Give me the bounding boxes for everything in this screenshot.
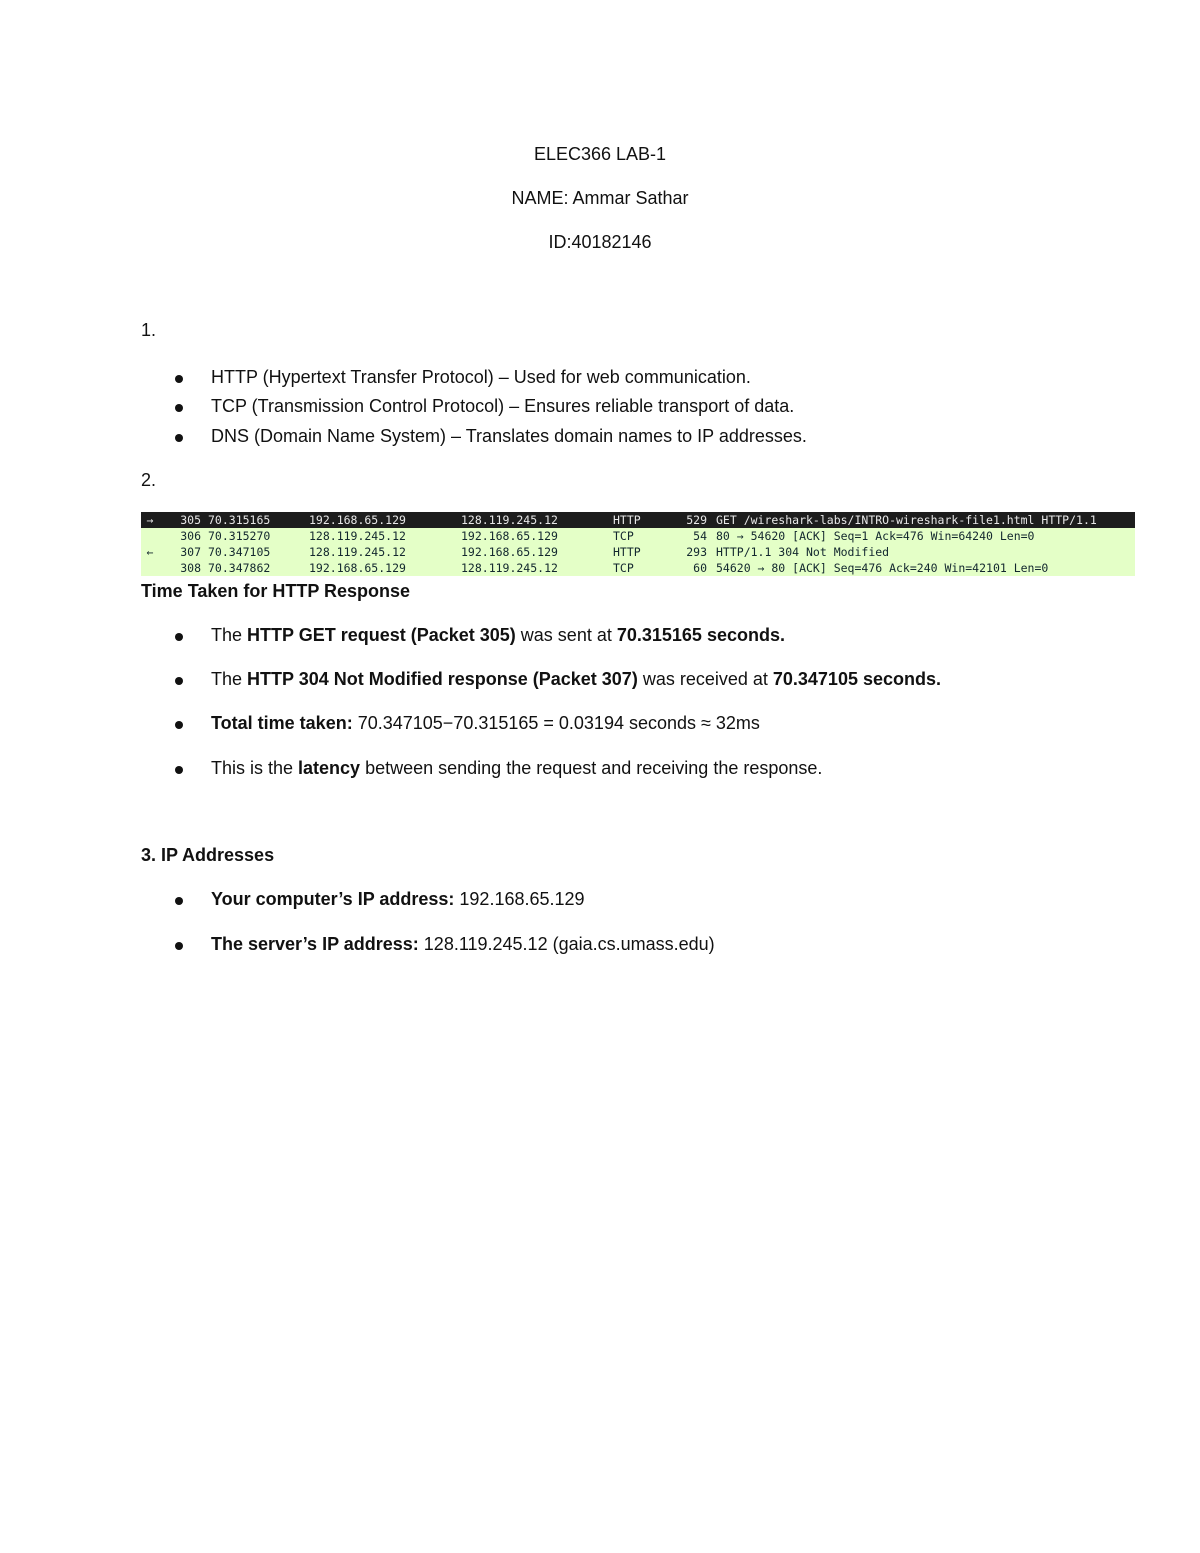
packet-time: 70.315165: [208, 513, 271, 527]
packet-info: 80 → 54620 [ACK] Seq=1 Ack=476 Win=64240 Len=0: [716, 529, 1035, 543]
bullet-icon: [175, 375, 183, 383]
packet-number: 306: [180, 529, 201, 543]
packet-protocol: HTTP: [613, 545, 641, 559]
packet-time: 70.347862: [208, 561, 271, 575]
packet-destination: 192.168.65.129: [461, 545, 558, 559]
packet-info: 54620 → 80 [ACK] Seq=476 Ack=240 Win=42101 Len=0: [716, 561, 1049, 575]
packet-length: 529: [686, 513, 707, 527]
wireshark-capture: [141, 512, 1135, 576]
packet-length: 60: [693, 561, 707, 575]
response-line: [211, 669, 941, 690]
packet-source: 128.119.245.12: [309, 545, 406, 559]
list-item: [0, 889, 1200, 913]
list-item: [0, 934, 1200, 958]
latency-line: [211, 758, 822, 779]
packet-info: GET /wireshark-labs/INTRO-wireshark-file1.html HTTP/1.1: [716, 513, 1097, 527]
get-request-label: HTTP GET request (Packet 305): [247, 625, 516, 645]
section-2-number: 2.: [141, 470, 157, 490]
ip-addresses-heading: 3. IP Addresses: [141, 845, 275, 865]
text-run: between sending the request and receiving the response.: [360, 758, 823, 778]
client-ip-value: 192.168.65.129: [454, 889, 585, 909]
text-run: The: [211, 669, 248, 689]
section-1-number: 1.: [141, 320, 157, 340]
list-item: [0, 713, 1200, 737]
list-item: [0, 367, 1200, 391]
packet-protocol: TCP: [613, 529, 634, 543]
capture-row: [141, 560, 1135, 576]
capture-row: [141, 512, 1135, 528]
packet-number: 308: [180, 561, 201, 575]
packet-protocol: TCP: [613, 561, 634, 575]
list-item: [0, 758, 1200, 782]
packet-number: 307: [180, 545, 201, 559]
name-value: Ammar Sathar: [568, 188, 689, 208]
get-request-time: 70.315165 seconds.: [616, 625, 785, 645]
bullet-icon: [175, 942, 183, 950]
response-time: 70.347105 seconds.: [772, 669, 941, 689]
latency-term: latency: [298, 758, 361, 778]
packet-time: 70.347105: [208, 545, 271, 559]
protocol-http: HTTP (Hypertext Transfer Protocol) – Used for web communication.: [211, 367, 751, 387]
protocol-dns: DNS (Domain Name System) – Translates domain names to IP addresses.: [211, 426, 807, 446]
text-run: The: [211, 625, 248, 645]
text-run: was sent at: [515, 625, 617, 645]
name-label: NAME:: [511, 188, 569, 208]
packet-protocol: HTTP: [613, 513, 641, 527]
bullet-icon: [175, 633, 183, 641]
server-ip-label: The server’s IP address:: [211, 934, 419, 954]
packet-source: 128.119.245.12: [309, 529, 406, 543]
time-taken-heading: Time Taken for HTTP Response: [141, 581, 411, 601]
packet-length: 54: [693, 529, 707, 543]
bullet-icon: [175, 404, 183, 412]
request-arrow-icon: →: [146, 513, 154, 527]
student-name-line: [0, 188, 1200, 209]
text-run: was received at: [637, 669, 773, 689]
total-time-line: [211, 713, 760, 734]
bullet-icon: [175, 766, 183, 774]
course-title: ELEC366 LAB-1: [533, 144, 667, 164]
bullet-icon: [175, 434, 183, 442]
packet-source: 192.168.65.129: [309, 561, 406, 575]
student-id: ID:40182146: [548, 232, 652, 252]
client-ip-line: [211, 889, 585, 910]
total-time-label: Total time taken:: [211, 713, 353, 733]
packet-destination: 128.119.245.12: [461, 513, 558, 527]
packet-source: 192.168.65.129: [309, 513, 406, 527]
bullet-icon: [175, 897, 183, 905]
packet-destination: 128.119.245.12: [461, 561, 558, 575]
total-time-calc: 70.347105−70.315165 = 0.03194 seconds ≈ 32ms: [352, 713, 760, 733]
packet-info: HTTP/1.1 304 Not Modified: [716, 545, 890, 559]
response-arrow-icon: ←: [146, 545, 154, 559]
list-item: [0, 669, 1200, 693]
response-label: HTTP 304 Not Modified response (Packet 307): [247, 669, 638, 689]
packet-number: 305: [180, 513, 201, 527]
get-request-line: [211, 625, 785, 646]
packet-time: 70.315270: [208, 529, 271, 543]
server-ip-value: 128.119.245.12 (gaia.cs.umass.edu): [418, 934, 715, 954]
server-ip-line: [211, 934, 715, 955]
packet-destination: 192.168.65.129: [461, 529, 558, 543]
capture-row: [141, 528, 1135, 544]
packet-length: 293: [686, 545, 707, 559]
protocol-tcp: TCP (Transmission Control Protocol) – Ensures reliable transport of data.: [211, 396, 795, 416]
bullet-icon: [175, 721, 183, 729]
list-item: [0, 625, 1200, 649]
bullet-icon: [175, 677, 183, 685]
list-item: [0, 426, 1200, 450]
capture-row: [141, 544, 1135, 560]
text-run: This is the: [211, 758, 299, 778]
client-ip-label: Your computer’s IP address:: [211, 889, 455, 909]
list-item: [0, 396, 1200, 420]
